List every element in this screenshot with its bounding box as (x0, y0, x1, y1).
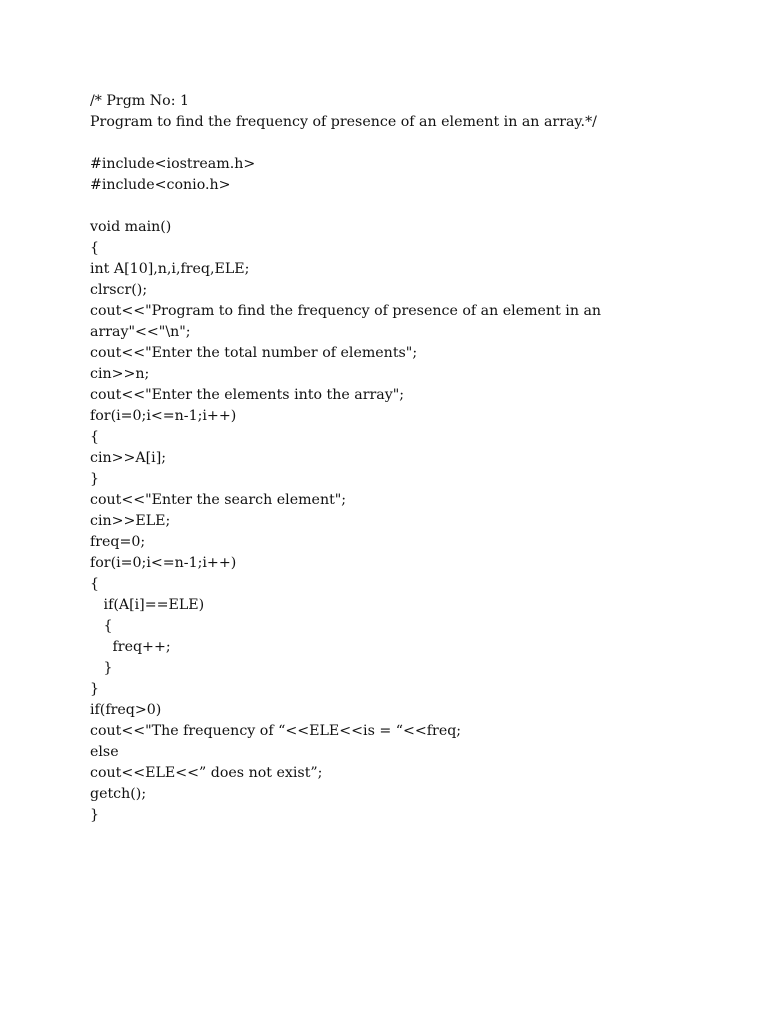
code-line: for(i=0;i<=n-1;i++) (90, 555, 237, 571)
code-line: } (90, 807, 100, 823)
code-line: cin>>ELE; (90, 513, 171, 529)
code-line: cin>>A[i]; (90, 450, 167, 466)
code-line: cout<<"Program to find the frequency of presence of an element in an (90, 303, 602, 319)
code-line: clrscr(); (90, 282, 148, 298)
code-line: { (90, 429, 100, 445)
code-line: else (90, 744, 119, 760)
code-line: array"<<"\n"; (90, 324, 191, 340)
code-line: #include<conio.h> (90, 177, 231, 193)
code-line: { (90, 618, 113, 634)
code-line: Program to find the frequency of presence of an element in an array.*/ (90, 114, 597, 130)
code-line: cin>>n; (90, 366, 150, 382)
code-line: if(A[i]==ELE) (90, 597, 205, 613)
code-line: getch(); (90, 786, 147, 802)
code-line: { (90, 240, 100, 256)
program-listing (90, 91, 730, 826)
code-line: void main() (90, 219, 172, 235)
code-line: /* Prgm No: 1 (90, 93, 190, 109)
code-line: #include<iostream.h> (90, 156, 256, 172)
code-line: } (90, 660, 113, 676)
code-line: cout<<"The frequency of “<<ELE<<is = “<<freq; (90, 723, 462, 739)
blank-line (90, 133, 730, 154)
code-line: for(i=0;i<=n-1;i++) (90, 408, 237, 424)
blank-line (90, 196, 730, 217)
code-line: int A[10],n,i,freq,ELE; (90, 261, 250, 277)
code-line: cout<<"Enter the elements into the array"; (90, 387, 405, 403)
code-line: freq=0; (90, 534, 146, 550)
code-line: cout<<"Enter the total number of elements"; (90, 345, 418, 361)
code-line: } (90, 681, 100, 697)
code-line: cout<<ELE<<” does not exist”; (90, 765, 323, 781)
code-line: { (90, 576, 100, 592)
code-line: freq++; (90, 639, 171, 655)
code-line: if(freq>0) (90, 702, 162, 718)
code-line: } (90, 471, 100, 487)
code-line: cout<<"Enter the search element"; (90, 492, 347, 508)
